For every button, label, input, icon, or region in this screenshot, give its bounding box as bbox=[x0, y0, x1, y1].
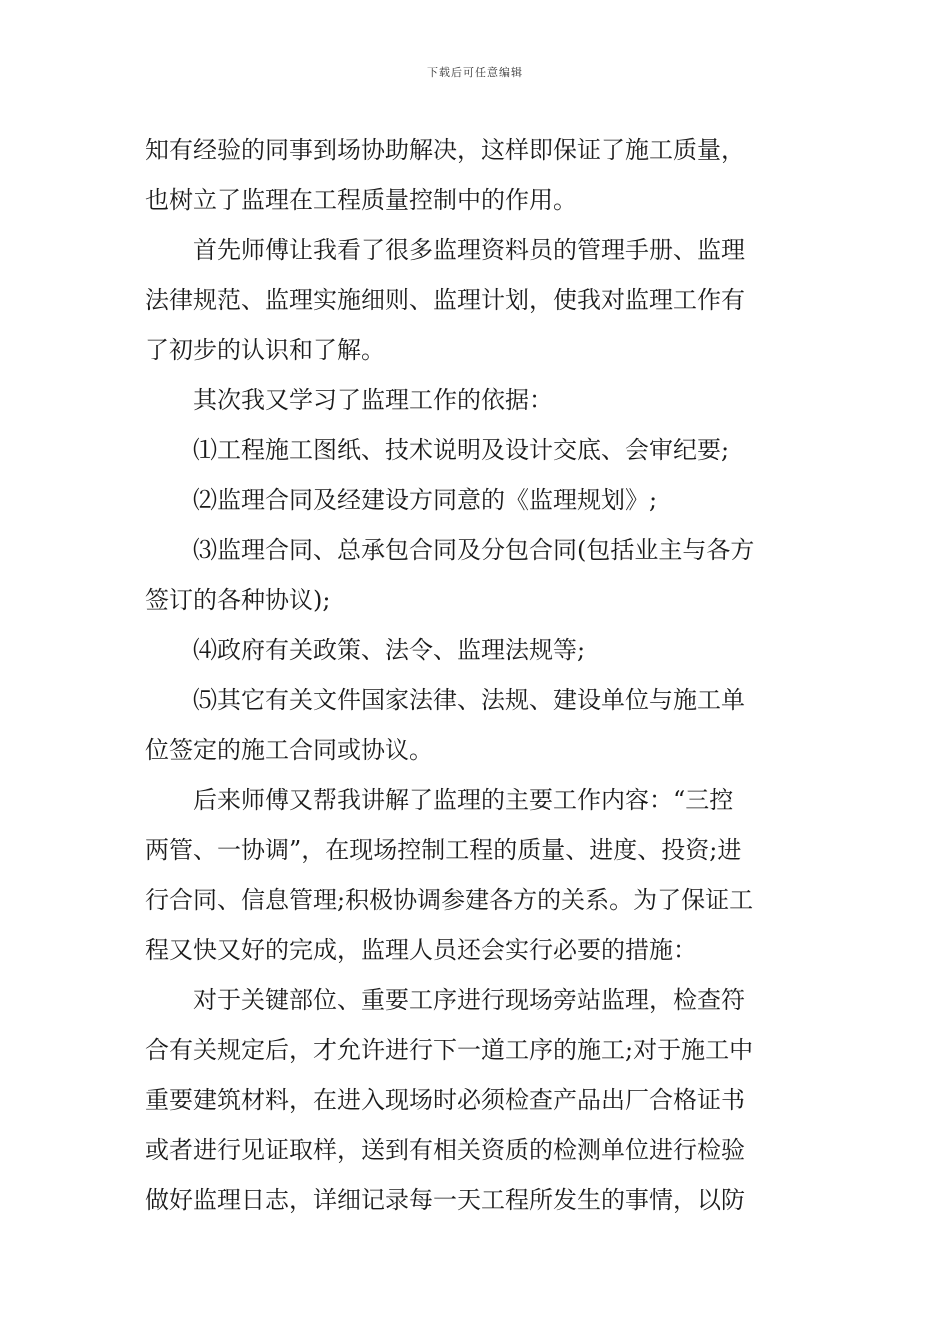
list-item: ⑴工程施工图纸、技术说明及设计交底、会审纪要; bbox=[193, 436, 730, 464]
text-line: 首先师傅让我看了很多监理资料员的管理手册、监理 bbox=[193, 236, 745, 264]
text-line: 重要建筑材料，在进入现场时必须检查产品出厂合格证书 bbox=[145, 1086, 745, 1114]
text-line: 也树立了监理在工程质量控制中的作用。 bbox=[145, 186, 577, 214]
page-header: 下载后可任意编辑 bbox=[427, 66, 523, 79]
text-line: 知有经验的同事到场协助解决，这样即保证了施工质量， bbox=[145, 136, 745, 164]
text-line: 或者进行见证取样，送到有相关资质的检测单位进行检验 bbox=[145, 1136, 745, 1164]
text-line: 了初步的认识和了解。 bbox=[145, 336, 385, 364]
text-line: 程又快又好的完成，监理人员还会实行必要的措施： bbox=[145, 936, 697, 964]
text-line: 后来师傅又帮我讲解了监理的主要工作内容：“三控 bbox=[193, 786, 734, 814]
list-item: ⑸其它有关文件国家法律、法规、建设单位与施工单 bbox=[193, 686, 745, 714]
text-line: 行合同、信息管理;积极协调参建各方的关系。为了保证工 bbox=[145, 886, 754, 914]
text-line: 合有关规定后，才允许进行下一道工序的施工;对于施工中 bbox=[145, 1036, 754, 1064]
text-line: 位签定的施工合同或协议。 bbox=[145, 736, 433, 764]
text-line: 签订的各种协议); bbox=[145, 586, 331, 614]
list-item: ⑷政府有关政策、法令、监理法规等; bbox=[193, 636, 586, 664]
text-line: 法律规范、监理实施细则、监理计划，使我对监理工作有 bbox=[145, 286, 745, 314]
text-line: 做好监理日志，详细记录每一天工程所发生的事情，以防 bbox=[145, 1186, 745, 1214]
document-body bbox=[145, 125, 807, 1225]
text-line: 对于关键部位、重要工序进行现场旁站监理，检查符 bbox=[193, 986, 745, 1014]
text-line: 其次我又学习了监理工作的依据： bbox=[193, 386, 553, 414]
list-item: ⑶监理合同、总承包合同及分包合同(包括业主与各方 bbox=[193, 536, 755, 564]
list-item: ⑵监理合同及经建设方同意的《监理规划》; bbox=[193, 486, 658, 514]
text-line: 两管、一协调”，在现场控制工程的质量、进度、投资;进 bbox=[145, 836, 742, 864]
